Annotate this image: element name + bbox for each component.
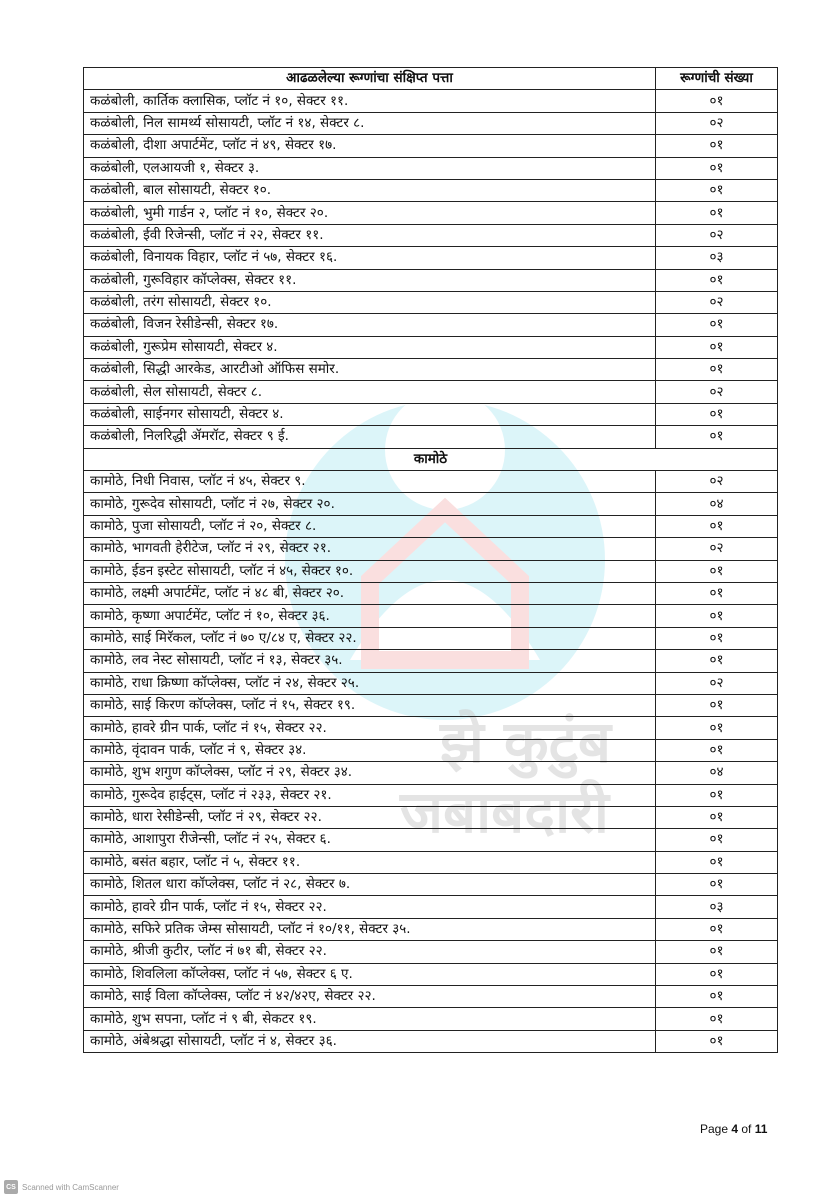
kamothe-rows [84, 471, 778, 1053]
address-cell: कळंबोली, निल सामर्थ्य सोसायटी, प्लॉट नं १४, सेक्टर ८. [84, 112, 656, 134]
address-cell: कळंबोली, ईवी रिजेन्सी, प्लॉट नं २२, सेक्टर ११. [84, 224, 656, 246]
table-row [84, 90, 778, 112]
table-row [84, 851, 778, 873]
table-row [84, 806, 778, 828]
address-cell: कळंबोली, दीशा अपार्टमेंट, प्लॉट नं ४९, सेक्टर १७. [84, 135, 656, 157]
address-cell: कामोठे, साई मिरॅकल, प्लॉट नं ७० ए/८४ ए, सेक्टर २२. [84, 627, 656, 649]
count-cell: ०१ [656, 515, 778, 537]
count-cell: ०२ [656, 538, 778, 560]
section-row [84, 448, 778, 470]
count-cell: ०१ [656, 806, 778, 828]
address-cell: कामोठे, शुभ शगुण कॉप्लेक्स, प्लॉट नं २९, सेक्टर ३४. [84, 762, 656, 784]
table-row [84, 471, 778, 493]
address-cell: कळंबोली, विनायक विहार, प्लॉट नं ५७, सेक्टर १६. [84, 247, 656, 269]
address-cell: कामोठे, शितल धारा कॉप्लेक्स, प्लॉट नं २८, सेक्टर ७. [84, 874, 656, 896]
count-cell: ०४ [656, 762, 778, 784]
page-current: 4 [731, 1122, 739, 1136]
table-row [84, 829, 778, 851]
table-row [84, 314, 778, 336]
count-cell: ०१ [656, 650, 778, 672]
address-cell: कामोठे, धारा रेसीडेन्सी, प्लॉट नं २९, सेक्टर २२. [84, 806, 656, 828]
count-cell: ०२ [656, 112, 778, 134]
address-cell: कामोठे, शिवलिला कॉप्लेक्स, प्लॉट नं ५७, सेक्टर ६ ए. [84, 963, 656, 985]
count-cell: ०१ [656, 359, 778, 381]
table-row [84, 336, 778, 358]
table-row [84, 291, 778, 313]
count-cell: ०१ [656, 314, 778, 336]
table-row [84, 426, 778, 448]
address-cell: कामोठे, वृंदावन पार्क, प्लॉट नं ९, सेक्टर ३४. [84, 739, 656, 761]
kalamboli-rows [84, 90, 778, 448]
page-number [700, 1122, 767, 1136]
count-cell: ०१ [656, 829, 778, 851]
header-count: रूग्णांची संख्या [656, 68, 778, 90]
table-row [84, 1030, 778, 1052]
table-row [84, 582, 778, 604]
page-prefix: Page [700, 1122, 732, 1136]
table-row [84, 717, 778, 739]
table-row [84, 359, 778, 381]
address-cell: कामोठे, साई किरण कॉप्लेक्स, प्लॉट नं १५, सेक्टर १९. [84, 694, 656, 716]
count-cell: ०२ [656, 291, 778, 313]
address-cell: कळंबोली, गुरूविहार कॉप्लेक्स, सेक्टर ११. [84, 269, 656, 291]
address-cell: कामोठे, पुजा सोसायटी, प्लॉट नं २०, सेक्टर ८. [84, 515, 656, 537]
count-cell: ०१ [656, 874, 778, 896]
page-total: 11 [754, 1122, 768, 1136]
table-row [84, 224, 778, 246]
count-cell: ०१ [656, 269, 778, 291]
count-cell: ०१ [656, 605, 778, 627]
table-row [84, 538, 778, 560]
address-cell: कामोठे, हावरे ग्रीन पार्क, प्लॉट नं १५, सेक्टर २२. [84, 896, 656, 918]
address-cell: कळंबोली, साईनगर सोसायटी, सेक्टर ४. [84, 403, 656, 425]
address-cell: कळंबोली, एलआयजी १, सेक्टर ३. [84, 157, 656, 179]
table-row [84, 269, 778, 291]
scanner-watermark [4, 1180, 119, 1194]
table-row [84, 918, 778, 940]
address-cell: कळंबोली, सिद्धी आरकेड, आरटीओ ऑफिस समोर. [84, 359, 656, 381]
address-cell: कामोठे, सफिरे प्रतिक जेम्स सोसायटी, प्लॉट नं १०/११, सेक्टर ३५. [84, 918, 656, 940]
table-row [84, 179, 778, 201]
address-cell: कामोठे, कृष्णा अपार्टमेंट, प्लॉट नं १०, सेक्टर ३६. [84, 605, 656, 627]
address-cell: कामोठे, श्रीजी कुटीर, प्लॉट नं ७१ बी, सेक्टर २२. [84, 941, 656, 963]
count-cell: ०१ [656, 135, 778, 157]
page-sep: of [738, 1122, 755, 1136]
address-cell: कामोठे, बसंत बहार, प्लॉट नं ५, सेक्टर ११. [84, 851, 656, 873]
count-cell: ०१ [656, 963, 778, 985]
table-row [84, 694, 778, 716]
address-cell: कळंबोली, तरंग सोसायटी, सेक्टर १०. [84, 291, 656, 313]
count-cell: ०२ [656, 471, 778, 493]
table-row [84, 515, 778, 537]
address-cell: कामोठे, शुभ सपना, प्लॉट नं ९ बी, सेकटर १९. [84, 1008, 656, 1030]
count-cell: ०३ [656, 247, 778, 269]
count-cell: ०३ [656, 896, 778, 918]
count-cell: ०२ [656, 224, 778, 246]
table-row [84, 986, 778, 1008]
table-row [84, 874, 778, 896]
table-row [84, 739, 778, 761]
count-cell: ०१ [656, 179, 778, 201]
count-cell: ०१ [656, 202, 778, 224]
address-cell: कामोठे, ईडन इस्टेट सोसायटी, प्लॉट नं ४५, सेक्टर १०. [84, 560, 656, 582]
table-row [84, 560, 778, 582]
count-cell: ०१ [656, 1008, 778, 1030]
count-cell: ०१ [656, 157, 778, 179]
count-cell: ०१ [656, 784, 778, 806]
table-row [84, 403, 778, 425]
table-row [84, 1008, 778, 1030]
address-cell: कळंबोली, विजन रेसीडेन्सी, सेक्टर १७. [84, 314, 656, 336]
table-row [84, 941, 778, 963]
count-cell: ०१ [656, 851, 778, 873]
count-cell: ०१ [656, 717, 778, 739]
count-cell: ०२ [656, 381, 778, 403]
address-cell: कामोठे, राधा क्रिष्णा कॉप्लेक्स, प्लॉट नं २४, सेक्टर २५. [84, 672, 656, 694]
table-row [84, 247, 778, 269]
table-row [84, 627, 778, 649]
address-cell: कामोठे, आशापुरा रीजेन्सी, प्लॉट नं २५, सेक्टर ६. [84, 829, 656, 851]
table-row [84, 112, 778, 134]
watermark-text-line1: झे कुटुंब [440, 708, 611, 776]
address-cell: कळंबोली, भुमी गार्डन २, प्लॉट नं १०, सेक्टर २०. [84, 202, 656, 224]
header-address: आढळलेल्या रूग्णांचा संक्षिप्त पत्ता [84, 68, 656, 90]
address-cell: कामोठे, लक्ष्मी अपार्टमेंट, प्लॉट नं ४८ बी, सेक्टर २०. [84, 582, 656, 604]
count-cell: ०१ [656, 426, 778, 448]
camscanner-icon: CS [4, 1180, 18, 1194]
count-cell: ०१ [656, 1030, 778, 1052]
address-cell: कामोठे, अंबेश्रद्धा सोसायटी, प्लॉट नं ४, सेक्टर ३६. [84, 1030, 656, 1052]
count-cell: ०१ [656, 627, 778, 649]
section-title-kamothe: कामोठे [84, 448, 778, 470]
address-cell: कळंबोली, सेल सोसायटी, सेक्टर ८. [84, 381, 656, 403]
address-cell: कामोठे, गुरूदेव हाईट्स, प्लॉट नं २३३, सेक्टर २१. [84, 784, 656, 806]
count-cell: ०१ [656, 941, 778, 963]
count-cell: ०१ [656, 739, 778, 761]
count-cell: ०१ [656, 560, 778, 582]
table-row [84, 493, 778, 515]
table-row [84, 605, 778, 627]
table-header-row [84, 68, 778, 90]
address-cell: कामोठे, साई विला कॉप्लेक्स, प्लॉट नं ४२/४२ए, सेक्टर २२. [84, 986, 656, 1008]
table-row [84, 202, 778, 224]
table-row [84, 135, 778, 157]
count-cell: ०१ [656, 986, 778, 1008]
table-row [84, 896, 778, 918]
table-row [84, 784, 778, 806]
address-cell: कामोठे, निधी निवास, प्लॉट नं ४५, सेक्टर ९. [84, 471, 656, 493]
count-cell: ०१ [656, 694, 778, 716]
address-cell: कामोठे, भागवती हेरीटेज, प्लॉट नं २९, सेक्टर २१. [84, 538, 656, 560]
count-cell: ०२ [656, 672, 778, 694]
address-cell: कामोठे, गुरूदेव सोसायटी, प्लॉट नं २७, सेक्टर २०. [84, 493, 656, 515]
table-row [84, 963, 778, 985]
scanner-text: Scanned with CamScanner [22, 1182, 119, 1192]
table-row [84, 381, 778, 403]
count-cell: ०१ [656, 582, 778, 604]
count-cell: ०१ [656, 336, 778, 358]
address-cell: कळंबोली, गुरूप्रेम सोसायटी, सेक्टर ४. [84, 336, 656, 358]
count-cell: ०४ [656, 493, 778, 515]
address-cell: कळंबोली, कार्तिक क्लासिक, प्लॉट नं १०, सेक्टर ११. [84, 90, 656, 112]
watermark-text-line2: जबाबदारी [400, 778, 609, 846]
table-row [84, 650, 778, 672]
patients-table [83, 67, 778, 1053]
address-cell: कामोठे, लव नेस्ट सोसायटी, प्लॉट नं १३, सेक्टर ३५. [84, 650, 656, 672]
address-cell: कळंबोली, बाल सोसायटी, सेक्टर १०. [84, 179, 656, 201]
table-row [84, 157, 778, 179]
count-cell: ०१ [656, 403, 778, 425]
address-cell: कळंबोली, निलरिद्धी ॲमरॉट, सेक्टर ९ ई. [84, 426, 656, 448]
address-cell: कामोठे, हावरे ग्रीन पार्क, प्लॉट नं १५, सेक्टर २२. [84, 717, 656, 739]
table-row [84, 672, 778, 694]
table-row [84, 762, 778, 784]
count-cell: ०१ [656, 90, 778, 112]
count-cell: ०१ [656, 918, 778, 940]
